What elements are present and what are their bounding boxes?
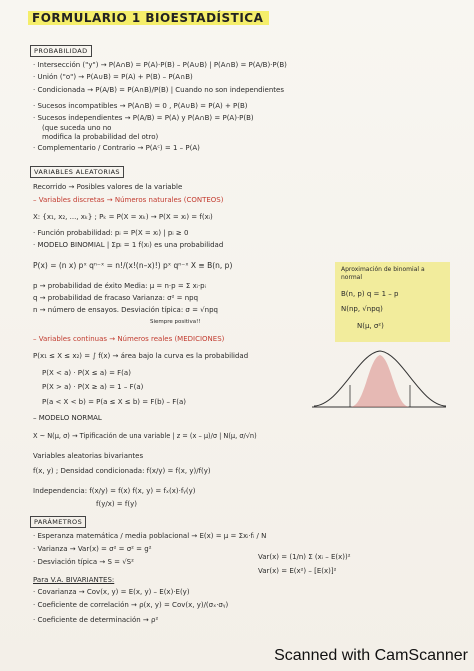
section-probabilidad: PROBABILIDAD — [30, 45, 92, 57]
param-line: Para V.A. BIVARIANTES: — [33, 576, 115, 584]
prob-line: (que suceda uno no — [42, 124, 112, 132]
var-line: P(x) = (n x) pˣ qⁿ⁻ˣ = n!/(x!(n–x)!) pˣ qⁿ⁻ˣ X ≡ B(n, p) — [33, 261, 233, 270]
scanner-watermark: Scanned with CamScanner — [274, 647, 468, 664]
param-line: · Desviación típica → S = √S² — [33, 558, 134, 566]
note-line: B(n, p) q = 1 – p — [341, 290, 399, 298]
section-variables-aleatorias: VARIABLES ALEATORIAS — [30, 166, 124, 178]
note-heading: Aproximación de binomial a normal — [341, 266, 425, 281]
var-line: q → probabilidad de fracaso Varianza: σ² = npq — [33, 294, 199, 302]
var-line: P(X < a) · P(X ≤ a) = F(a) — [42, 369, 131, 377]
param-line: · Esperanza matemática / media poblacional → E(x) = μ = Σxᵢ·fᵢ / N — [33, 532, 267, 540]
prob-line: · Complementario / Contrario → P(Aᶜ) = 1 – P(A) — [33, 144, 200, 152]
var-line: Independencia: f(x/y) = f(x) f(x, y) = fₓ(x)·fᵧ(y) — [33, 487, 196, 495]
var-line: Recorrido → Posibles valores de la variable — [33, 183, 183, 191]
var-line: f(y/x) = f(y) — [96, 500, 137, 508]
param-line: · Coeficiente de determinación → ρ² — [33, 616, 159, 624]
param-line: Var(x) = E(x²) – [E(x)]² — [258, 567, 337, 575]
var-line: Variables aleatorias bivariantes — [33, 452, 144, 460]
var-line: Siempre positiva!! — [150, 319, 201, 325]
param-line: Var(x) = (1/n) Σ (xᵢ – E(x))² — [258, 553, 351, 561]
var-line: P(a < X < b) = P(a ≤ X ≤ b) = F(b) – F(a) — [42, 398, 186, 406]
prob-line: · Intersección ("y") → P(A∩B) = P(A)·P(B) – P(A∪B) | P(A∩B) = P(A/B)·P(B) — [33, 61, 287, 69]
note-line: N(np, √npq) — [341, 305, 383, 313]
var-line: – Variables continuas → Números reales (MEDICIONES) — [33, 335, 225, 343]
prob-line: · Unión ("o") → P(A∪B) = P(A) + P(B) – P(A∩B) — [33, 73, 193, 81]
page-title: FORMULARIO 1 BIOESTADÍSTICA — [28, 11, 269, 25]
note-line: N(μ, σ²) — [357, 322, 384, 330]
normal-curve-sketch — [310, 345, 450, 420]
var-line: – MODELO NORMAL — [33, 414, 102, 422]
var-line: · Función probabilidad: pᵢ = P(X = xᵢ) | pᵢ ≥ 0 — [33, 229, 189, 237]
var-line: f(x, y) ; Densidad condicionada: f(x/y) = f(x, y)/f(y) — [33, 467, 211, 475]
var-line: p → probabilidad de éxito Media: μ = n·p = Σ xᵢ·pᵢ — [33, 282, 206, 290]
approximation-note — [335, 262, 450, 342]
var-line: X ~ N(μ, σ) → Tipificación de una variable | z = (x – μ)/σ | N(μ, σ/√n) — [33, 432, 257, 440]
prob-line: · Sucesos incompatibles → P(A∩B) = 0 , P(A∪B) = P(A) + P(B) — [33, 102, 248, 110]
var-line: X: {x₁, x₂, ..., xₖ} ; Pₖ = P(X = xₖ) → P(X = xᵢ) = f(xᵢ) — [33, 213, 213, 221]
prob-line: · Sucesos independientes → P(A/B) = P(A) y P(A∩B) = P(A)·P(B) — [33, 114, 254, 122]
section-parametros: PARÁMETROS — [30, 516, 86, 528]
param-line: · Coeficiente de correlación → ρ(x, y) = Cov(x, y)/(σₓ·σᵧ) — [33, 601, 229, 609]
var-line: – Variables discretas → Números naturales (CONTEOS) — [33, 196, 224, 204]
var-line: P(X > a) · P(X ≥ a) = 1 – F(a) — [42, 383, 144, 391]
var-line: n → número de ensayos. Desviación típica: σ = √npq — [33, 306, 218, 314]
prob-line: modifica la probabilidad del otro) — [42, 133, 159, 141]
param-line: · Varianza → Var(x) = σ² = σ² = g² — [33, 545, 152, 553]
param-line: · Covarianza → Cov(x, y) = E(x, y) – E(x)·E(y) — [33, 588, 190, 596]
var-line: P(x₁ ≤ X ≤ x₂) = ∫ f(x) → área bajo la curva es la probabilidad — [33, 352, 249, 360]
var-line: · MODELO BINOMIAL | Σpᵢ = 1 f(xᵢ) es una probabilidad — [33, 241, 224, 249]
prob-line: · Condicionada → P(A/B) = P(A∩B)/P(B) | Cuando no son independientes — [33, 86, 284, 94]
